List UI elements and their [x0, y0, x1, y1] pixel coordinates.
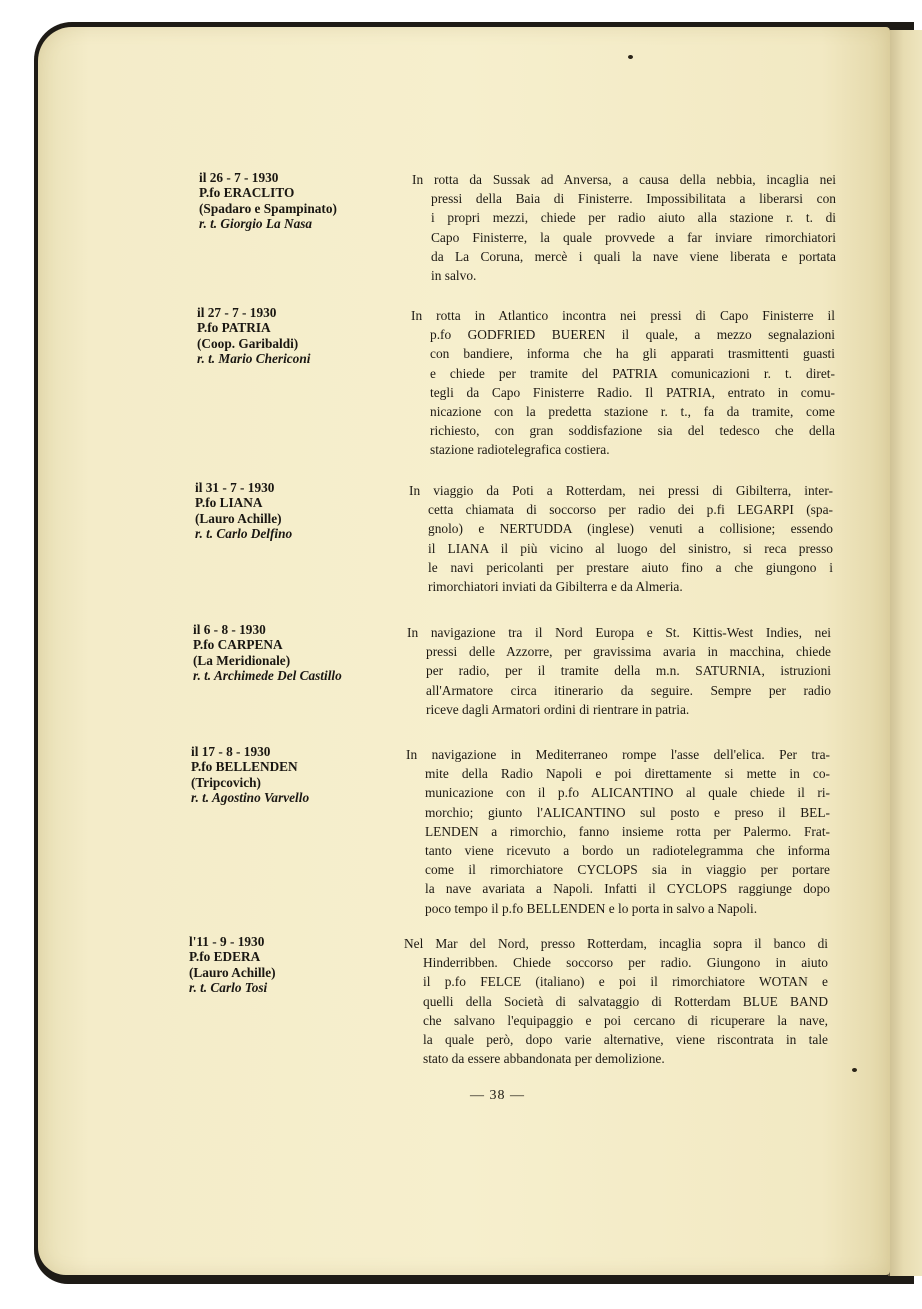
description-line: nicazione con la predetta stazione r. t., fa da tramite, come — [430, 404, 835, 420]
entry-header — [191, 744, 401, 806]
description-line: come il rimorchiatore CYCLOPS sia in viaggio per portare — [425, 862, 830, 878]
description-line: il p.fo FELCE (italiano) e poi il rimorchiatore WOTAN e — [423, 974, 828, 990]
description-line: morchio; giunto l'ALICANTINO sul posto e preso il BEL- — [425, 804, 830, 820]
entry-description — [407, 623, 831, 719]
description-line: con bandiere, informa che ha gli apparati trasmittenti guasti — [430, 346, 835, 362]
description-line: che salvano l'equipaggio e poi cercano di ricuperare la nave, — [423, 1012, 828, 1028]
description-line: tanto viene ricevuto a bordo un radiotelegramma che informa — [425, 843, 830, 859]
entry-date: l'11 - 9 - 1930 — [189, 934, 265, 949]
description-line: municazione con il p.fo ALICANTINO al quale chiede il ri- — [425, 785, 830, 801]
ship-owner: (La Meridionale) — [193, 652, 291, 668]
ship-owner: (Lauro Achille) — [189, 964, 276, 980]
description-line: in salvo. — [431, 268, 477, 284]
description-line: p.fo GODFRIED BUEREN il quale, a mezzo segnalazioni — [430, 327, 835, 343]
entry-date: il 26 - 7 - 1930 — [199, 170, 279, 185]
entry-header — [199, 170, 409, 232]
entry-description — [409, 481, 833, 596]
description-line: cetta chiamata di soccorso per radio dei p.fi LEGARPI (spa- — [428, 502, 833, 518]
page-number: — 38 — — [470, 1088, 525, 1103]
description-line: la quale però, dopo varie alternative, viene riscontrata in tale — [423, 1032, 828, 1048]
description-line: In viaggio da Poti a Rotterdam, nei pressi di Gibilterra, inter- — [409, 483, 833, 498]
entry-header — [189, 934, 399, 996]
description-line: i propri mezzi, chiede per radio aiuto alla stazione r. t. di — [431, 210, 836, 226]
entry-header — [197, 305, 407, 367]
ship-owner: (Spadaro e Spampinato) — [199, 200, 337, 216]
entry-description — [406, 745, 830, 918]
entry-date: il 6 - 8 - 1930 — [193, 622, 266, 637]
radio-operator: r. t. Carlo Delfino — [195, 526, 293, 542]
description-line: LENDEN a rimorchio, fanno insieme rotta per Palermo. Frat- — [425, 823, 830, 839]
ship-owner: (Coop. Garibaldi) — [197, 335, 299, 351]
ship-owner: (Tripcovich) — [191, 774, 261, 790]
ship-owner: (Lauro Achille) — [195, 510, 282, 526]
entry-description — [412, 170, 836, 285]
description-line: quelli della Società di salvataggio di Rotterdam BLUE BAND — [423, 993, 828, 1009]
entry-description — [411, 306, 835, 460]
description-line: In navigazione tra il Nord Europa e St. Kittis-West Indies, nei — [407, 625, 831, 640]
ship-name: P.fo BELLENDEN — [191, 759, 298, 775]
entry-date: il 31 - 7 - 1930 — [195, 480, 275, 495]
description-line: tegli da Capo Finisterre Radio. Il PATRIA, entrato in comu- — [430, 384, 835, 400]
ship-name: P.fo EDERA — [189, 949, 261, 965]
entry-description — [404, 934, 828, 1068]
description-line: stato da essere abbandonata per demolizione. — [423, 1051, 665, 1067]
description-line: il LIANA il più vicino al luogo del sinistro, si reca presso — [428, 540, 833, 556]
description-line: rimorchiatori inviati da Gibilterra e da Almeria. — [428, 579, 683, 595]
description-line: riceve dagli Armatori ordini di rientrare in patria. — [426, 701, 690, 717]
entry-date: il 27 - 7 - 1930 — [197, 305, 277, 320]
description-line: da La Coruna, mercè i quali la nave viene liberata e portata — [431, 248, 836, 264]
description-line: le navi pericolanti per prestare aiuto fino a che giungono i — [428, 559, 833, 575]
description-line: mite della Radio Napoli e poi direttamente si mette in co- — [425, 766, 830, 782]
description-line: e chiede per tramite del PATRIA comunicazioni r. t. diret- — [430, 365, 835, 381]
description-line: In rotta in Atlantico incontra nei pressi di Capo Finisterre il — [411, 308, 835, 323]
radio-operator: r. t. Agostino Varvello — [191, 790, 310, 806]
description-line: Capo Finisterre, la quale provvede a far inviare rimorchiatori — [431, 229, 836, 245]
ship-name: P.fo CARPENA — [193, 637, 283, 653]
description-line: richiesto, con gran soddisfazione sia del tedesco che della — [430, 423, 835, 439]
facing-page-edge — [888, 30, 922, 1276]
description-line: la nave avariata a Napoli. Infatti il CYCLOPS raggiunge dopo — [425, 881, 830, 897]
description-line: pressi della Baia di Finisterre. Impossibilitata a liberarsi con — [431, 191, 836, 207]
description-line: In navigazione in Mediterraneo rompe l'asse dell'elica. Per tra- — [406, 747, 830, 762]
description-line: all'Armatore circa itinerario da seguire. Sempre per radio — [426, 682, 831, 698]
description-line: Nel Mar del Nord, presso Rotterdam, incaglia sopra il banco di — [404, 936, 828, 951]
radio-operator: r. t. Giorgio La Nasa — [199, 216, 313, 232]
paper-speck — [628, 55, 633, 59]
description-line: gnolo) e NERTUDDA (inglese) venuti a collisione; essendo — [428, 521, 833, 537]
description-line: per radio, per il tramite della m.n. SATURNIA, istruzioni — [426, 663, 831, 679]
description-line: pressi delle Azzorre, per gravissima avaria in macchina, chiede — [426, 644, 831, 660]
ship-name: P.fo PATRIA — [197, 320, 271, 336]
entry-header — [193, 622, 403, 684]
ship-name: P.fo ERACLITO — [199, 185, 295, 201]
description-line: Hinderribben. Chiede soccorso per radio. Giungono in aiuto — [423, 955, 828, 971]
description-line: stazione radiotelegrafica costiera. — [430, 442, 610, 458]
radio-operator: r. t. Mario Chericoni — [197, 351, 311, 367]
description-line: In rotta da Sussak ad Anversa, a causa della nebbia, incaglia nei — [412, 172, 836, 187]
entry-header — [195, 480, 405, 542]
ship-name: P.fo LIANA — [195, 495, 263, 511]
radio-operator: r. t. Archimede Del Castillo — [193, 668, 342, 684]
radio-operator: r. t. Carlo Tosi — [189, 980, 268, 996]
entry-date: il 17 - 8 - 1930 — [191, 744, 271, 759]
paper-speck — [852, 1068, 857, 1072]
description-line: poco tempo il p.fo BELLENDEN e lo porta in salvo a Napoli. — [425, 900, 758, 916]
